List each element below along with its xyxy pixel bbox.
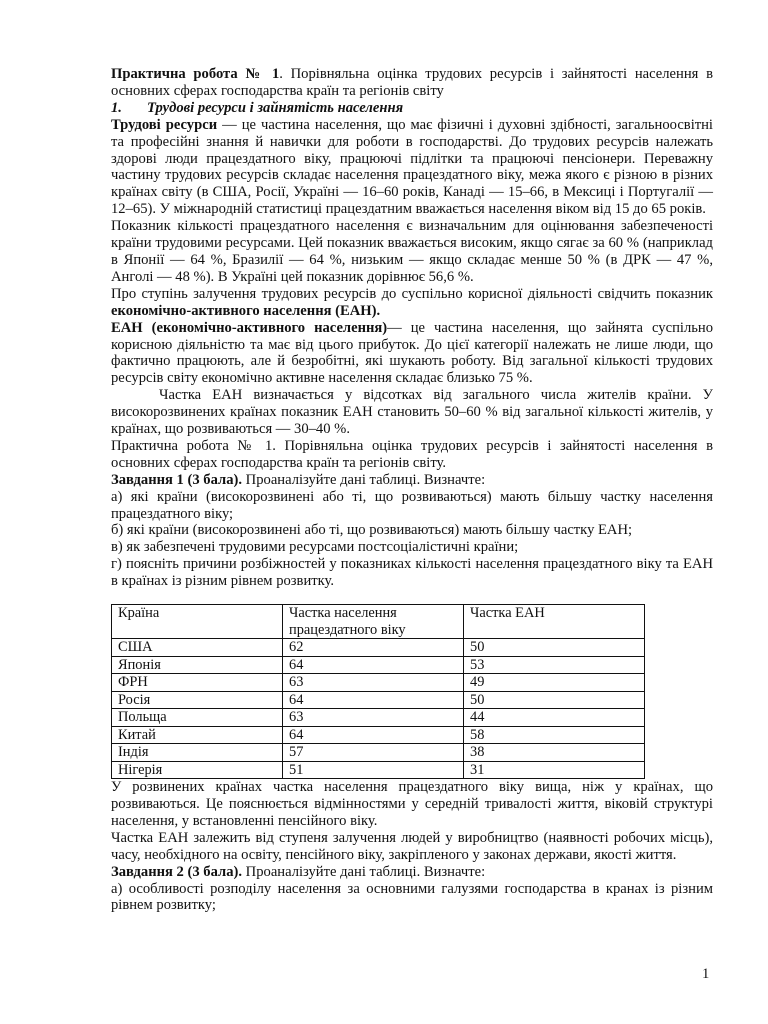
- table-cell: 53: [464, 656, 645, 674]
- table-row: [112, 691, 645, 709]
- table-cell: 64: [283, 726, 464, 744]
- task-1-heading: Завдання 1 (3 бала). Проаналізуйте дані таблиці. Визначте:: [111, 471, 486, 488]
- table-header-cell: Країна: [112, 605, 283, 639]
- task-1-item: б) які країни (високорозвинені або ті, що розвиваються) мають більшу частку ЕАН;: [111, 522, 633, 539]
- task-1-item: в) як забезпечені трудовими ресурсами постсоціалістичні країни;: [111, 539, 519, 556]
- table-cell: 51: [283, 761, 464, 779]
- table-cell: 57: [283, 744, 464, 762]
- table-cell: 62: [283, 639, 464, 657]
- table-cell: 38: [464, 744, 645, 762]
- table-cell: ФРН: [112, 674, 283, 692]
- paragraph-ean-definition: ЕАН (економічно-активного населення)— це частина населення, що зайнята суспільно корисною діяльністю та має від цього прибуток. До цієї категорії належать не лише люди, що фактично працюють, але й безробітні, які шукають роботу. Від загальної кількості трудових ресурсів світу економічно активне населення складає близько 75 %.: [111, 319, 713, 387]
- table-cell: 50: [464, 639, 645, 657]
- task-1-label: Завдання 1 (3 бала).: [111, 471, 243, 488]
- table-cell: Японія: [112, 656, 283, 674]
- table-cell: 64: [283, 691, 464, 709]
- table-cell: 63: [283, 674, 464, 692]
- task-2-item: а) особливості розподілу населення за основними галузями господарства в кранах із різним рівнем розвитку;: [111, 880, 713, 914]
- section-heading: [111, 100, 713, 117]
- document-title: Практична робота № 1. Порівняльна оцінка трудових ресурсів і зайнятості населення в основних сферах господарства країн та регіонів світу: [111, 66, 713, 99]
- table-row: [112, 674, 645, 692]
- table-cell: 44: [464, 709, 645, 727]
- task-2-label: Завдання 2 (3 бала).: [111, 863, 243, 880]
- table-cell: 58: [464, 726, 645, 744]
- section-title: Трудові ресурси і зайнятість населення: [147, 99, 404, 116]
- table-cell: Індія: [112, 744, 283, 762]
- table-cell: 64: [283, 656, 464, 674]
- page-number: 1: [702, 966, 710, 982]
- table-cell: Росія: [112, 691, 283, 709]
- section-number: 1.: [111, 99, 122, 116]
- paragraph-working-age-indicator: Показник кількості працездатного населення є визначальним для оцінювання забезпеченості країни трудовими ресурсами. Цей показник вважається високим, якщо сягає за 60 % (наприклад в Японії — 64 %, Бразилії — 64 %, низьким — якщо складає менше 50 % (в ДРК — 47 %, Анголі — 48 %). В Україні цей показник дорівнює 56,6 %.: [111, 218, 713, 285]
- term-labor-resources: Трудові ресурси: [111, 116, 218, 133]
- table-cell: Китай: [112, 726, 283, 744]
- table-cell: США: [112, 639, 283, 657]
- paragraph-ean-share: Частка ЕАН визначається у відсотках від загального числа жителів країни. У високорозвинених країнах показник ЕАН становить 50–60 % від загальної кількості жителів, у країнах, що розвиваються — 30–40 %.: [111, 387, 713, 438]
- table-header-row: [112, 605, 645, 639]
- paragraph-involvement: Про ступінь залучення трудових ресурсів до суспільно корисної діяльності свідчить показник економічно-активного населення (ЕАН).: [111, 285, 713, 319]
- paragraph-ean-factors: Частка ЕАН залежить від ступеня залучення людей у виробництво (наявності робочих місць), часу, необхідного на освіту, пенсійного віку, закріпленого у законах держави, якості життя.: [111, 829, 713, 863]
- paragraph-practical-work-repeat: Практична робота № 1. Порівняльна оцінка трудових ресурсів і зайнятості населення в основних сферах господарства країн та регіонів світу.: [111, 437, 713, 471]
- paragraph-labor-resources: Трудові ресурси — це частина населення, що має фізичні і духовні здібності, загальноосвітні та професійні знання й навички для роботи в господарстві. До трудових ресурсів належать здорові люди працездатного віку, працюючі підлітки та працюючі пенсіонери. Переважну частину трудових ресурсів складає населення працездатного віку, межа якого є різною в різних країнах світу (в США, Росії, Україні — 16–60 років, Канаді — 15–66, в Мексиці і Португалії — 12–65). У міжнародній статистиці працездатним вважається населення віком від 15 до 65 років.: [111, 116, 713, 218]
- task-2-heading: Завдання 2 (3 бала). Проаналізуйте дані таблиці. Визначте:: [111, 863, 486, 880]
- paragraph-table-conclusion: У розвинених країнах частка населення працездатного віку вища, ніж у країнах, що розвиваються. Це пояснюється відмінностями у середній тривалості життя, віковій структурі населення, у встановленні пенсійного віку.: [111, 779, 713, 829]
- table-cell: 31: [464, 761, 645, 779]
- data-table-wrapper: [111, 604, 644, 779]
- table-row: [112, 639, 645, 657]
- table-header-cell: Частка ЕАН: [464, 605, 645, 639]
- table-row: [112, 761, 645, 779]
- task-1-item: г) поясніть причини розбіжностей у показниках кількості населення працездатного віку та ЕАН в країнах із різним рівнем розвитку.: [111, 556, 713, 590]
- data-table: [111, 604, 645, 779]
- term-ean: економічно-активного населення (ЕАН).: [111, 302, 381, 319]
- table-cell: Нігерія: [112, 761, 283, 779]
- table-row: [112, 726, 645, 744]
- table-cell: Польща: [112, 709, 283, 727]
- table-cell: 49: [464, 674, 645, 692]
- term-ean-definition: ЕАН (економічно-активного населення): [111, 319, 388, 336]
- task-1-item: а) які країни (високорозвинені або ті, що розвиваються) мають більшу частку населення працездатного віку;: [111, 488, 713, 522]
- table-row: [112, 656, 645, 674]
- table-row: [112, 744, 645, 762]
- table-header-cell: Частка населення працездатного віку: [283, 605, 464, 639]
- table-row: [112, 709, 645, 727]
- table-cell: 63: [283, 709, 464, 727]
- table-cell: 50: [464, 691, 645, 709]
- document-page: [111, 66, 713, 914]
